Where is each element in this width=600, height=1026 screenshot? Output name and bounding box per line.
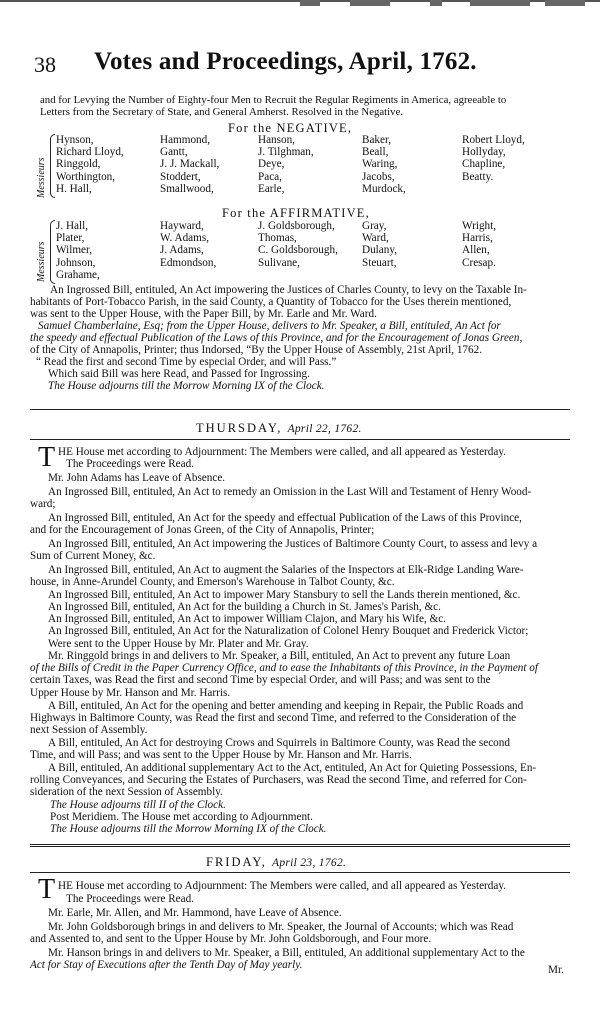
voter-name: Earle,	[258, 182, 285, 195]
voter-name: Beall,	[362, 146, 389, 159]
voter-name: Dulany,	[362, 244, 398, 257]
negative-column-4	[362, 134, 406, 195]
paragraph-line: An Ingrossed Bill, entituled, An Act to augment the Salaries of the Inspectors at Elk-Ridge Landing Ware-	[48, 564, 524, 576]
paragraph-line: Were sent to the Upper House by Mr. Plater and Mr. Gray.	[48, 638, 309, 650]
voter-name: Richard Lloyd,	[56, 146, 124, 159]
paragraph-line: Upper House by Mr. Hanson and Mr. Harris.	[30, 687, 231, 699]
thursday-day: THURSDAY,	[196, 421, 283, 435]
paragraph-line: The Proceedings were Read.	[66, 893, 194, 905]
paragraph-line: and for the Encouragement of Jonas Green, of the City of Annapolis, Printer;	[30, 524, 375, 536]
paragraph-line: Samuel Chamberlaine, Esq; from the Upper House, delivers to Mr. Speaker, a Bill, entituled, An Act for	[38, 320, 501, 332]
negative-heading: For the NEGATIVE,	[228, 121, 353, 135]
voter-name: J. J. Mackall,	[160, 158, 220, 171]
intro-line-2: Letters from the Secretary of State, and General Amherst. Resolved in the Negative.	[40, 106, 404, 118]
paragraph-line: “ Read the first and second Time by especial Order, and will Pass.”	[36, 356, 337, 368]
affirmative-column-1	[56, 220, 100, 281]
adjournment-line: The House adjourns till the Morrow Morning IX of the Clock.	[50, 823, 327, 835]
friday-drop-cap: T	[38, 874, 56, 905]
paragraph-line: Which said Bill was here Read, and Passed for Ingrossing.	[48, 368, 310, 380]
voter-name: Johnson,	[56, 256, 96, 269]
paragraph-line: An Ingrossed Bill, entituled, An Act for the Naturalization of Colonel Henry Bouquet and Frederick Victor;	[48, 625, 529, 637]
thursday-heading	[196, 421, 362, 436]
voter-name: Sulivane,	[258, 256, 300, 269]
paragraph-line: next Session of Assembly.	[30, 724, 148, 736]
paragraph-line: sideration of the next Session of Assembly.	[30, 786, 223, 798]
paragraph-line: An Ingrossed Bill, entituled, An Act to impower William Clajon, and Mary his Wife, &c.	[48, 613, 446, 625]
paragraph-line: An Ingrossed Bill, entituled, An Act for the building a Church in St. James's Parish, &c.	[48, 601, 441, 613]
paragraph-line: Time, and will Pass; and was sent to the Upper House by Mr. Hanson and Mr. Harris.	[30, 749, 412, 761]
negative-column-2	[160, 134, 219, 195]
affirmative-messieurs-label: Messieurs	[36, 241, 47, 282]
voter-name: Edmondson,	[160, 256, 217, 269]
paragraph-line: and Assented to, and sent to the Upper House by Mr. John Goldsborough, and Four more.	[30, 933, 432, 945]
paragraph-line: Mr. John Goldsborough brings in and delivers to Mr. Speaker, the Journal of Accounts; which was Read	[48, 921, 514, 933]
affirmative-column-5	[462, 220, 496, 269]
paragraph-line: was sent to the Upper House, with the Paper Bill, by Mr. Earle and Mr. Ward.	[30, 308, 377, 320]
thursday-date: April 22, 1762.	[287, 423, 362, 435]
voter-name: Ward,	[362, 232, 389, 245]
page-header	[34, 48, 574, 82]
voter-name: Hanson,	[258, 134, 295, 146]
voter-name: Gray,	[362, 220, 387, 232]
paragraph-line: ward;	[30, 498, 56, 510]
voter-name: Worthington,	[56, 170, 116, 183]
voter-name: Allen,	[462, 244, 490, 257]
paragraph-line: certain Taxes, was Read the first and second Time by especial Order, and will Pass; and was sent to the	[30, 674, 491, 686]
paragraph-line: rolling Conveyances, and Securing the Estates of Purchasers, was Read the second Time, and referred for Con-	[30, 774, 527, 786]
voter-name: Paca,	[258, 170, 282, 183]
voter-name: Deye,	[258, 158, 285, 171]
thursday-drop-cap: T	[38, 442, 56, 473]
voter-name: Harris,	[462, 232, 493, 245]
adjournment-line: Post Meridiem. The House met according to Adjournment.	[50, 811, 313, 823]
paragraph-line: of the City of Annapolis, Printer; thus Indorsed, “By the Upper House of Assembly, 21st April, 1762.	[30, 344, 483, 356]
voter-name: Steuart,	[362, 256, 397, 269]
voter-name: Smallwood,	[160, 182, 214, 195]
voter-name: Baker,	[362, 134, 392, 146]
intro-line-1: and for Levying the Number of Eighty-four Men to Recruit the Regular Regiments in America, agreeable to	[40, 94, 507, 106]
paragraph-line: Sum of Current Money, &c.	[30, 550, 156, 562]
voter-name: Thomas,	[258, 232, 297, 245]
paragraph-line: the speedy and effectual Publication of the Laws of this Province, and for the Encouragement of Jonas Green,	[30, 332, 523, 344]
affirmative-column-4	[362, 220, 397, 269]
paragraph-line: A Bill, entituled, An additional supplementary Act to the Act, entituled, An Act for Quieting Possessions, En-	[48, 762, 537, 774]
adjournment-line: The House adjourns till II of the Clock.	[50, 799, 226, 811]
voter-name: Cresap.	[462, 256, 496, 269]
voter-name: W. Adams,	[160, 232, 209, 245]
voter-name: Hollyday,	[462, 146, 506, 159]
negative-messieurs-label: Messieurs	[36, 157, 47, 198]
section-rule	[30, 439, 570, 440]
paragraph-line: The Proceedings were Read.	[66, 458, 194, 470]
voter-name: Hayward,	[160, 220, 204, 232]
affirmative-column-2	[160, 220, 216, 269]
voter-name: J. Hall,	[56, 220, 89, 232]
voter-name: Jacobs,	[362, 170, 395, 183]
paragraph-line: habitants of Port-Tobacco Parish, in the said County, a Quantity of Tobacco for the Uses therein mentioned,	[30, 296, 512, 308]
page-number: 38	[34, 52, 56, 77]
paragraph-line: Highways in Baltimore County, was Read the first and second Time, and referred to the Consideration of the	[30, 712, 517, 724]
affirmative-brace	[50, 220, 55, 284]
voter-name: Robert Lloyd,	[462, 134, 525, 146]
voter-name: Gantt,	[160, 146, 188, 159]
negative-column-3	[258, 134, 314, 195]
paragraph-line: Mr. Hanson brings in and delivers to Mr. Speaker, a Bill, entituled, An additional supplementary Act to the	[48, 947, 525, 959]
negative-column-1	[56, 134, 124, 195]
paragraph-line: An Ingrossed Bill, entituled, An Act impowering the Justices of Charles County, to levy on the Taxable In-	[50, 284, 527, 296]
paragraph-line: A Bill, entituled, An Act for destroying Crows and Squirrels in Baltimore County, was Read the second	[48, 737, 510, 749]
voter-name: Hammond,	[160, 134, 211, 146]
section-rule	[30, 409, 570, 410]
paragraph-line: HE House met according to Adjournment: The Members were called, and all appeared as Yesterday.	[58, 880, 506, 892]
voter-name: Hynson,	[56, 134, 94, 146]
voter-name: Ringgold,	[56, 158, 101, 171]
paragraph-line: Mr. Ringgold brings in and delivers to Mr. Speaker, a Bill, entituled, An Act to prevent any future Loan	[48, 650, 511, 662]
paragraph-line: An Ingrossed Bill, entituled, An Act to remedy an Omission in the Last Will and Testament of Henry Wood-	[48, 486, 532, 498]
voter-name: Grahame,	[56, 268, 100, 281]
voter-name: Plater,	[56, 232, 85, 245]
affirmative-heading: For the AFFIRMATIVE,	[222, 206, 370, 220]
section-rule	[30, 872, 570, 873]
voter-name: Waring,	[362, 158, 398, 171]
friday-date: April 23, 1762.	[272, 857, 347, 869]
page-title: Votes and Proceedings, April, 1762.	[94, 48, 477, 75]
voter-name: Chapline,	[462, 158, 506, 171]
catchword: Mr.	[548, 964, 564, 976]
voter-name: Beatty.	[462, 170, 494, 183]
paragraph-line: An Ingrossed Bill, entituled, An Act for the speedy and effectual Publication of the Laws of this Province,	[48, 512, 522, 524]
negative-brace	[50, 134, 55, 198]
voter-name: Murdock,	[362, 182, 406, 195]
paragraph-line: of the Bills of Credit in the Paper Currency Office, and to ease the Inhabitants of this Province, in the Payment of	[30, 662, 539, 674]
voter-name: J. Adams,	[160, 244, 204, 257]
paragraph-line: Act for Stay of Executions after the Tenth Day of May yearly.	[30, 959, 303, 971]
section-rule	[30, 844, 570, 847]
voter-name: J. Tilghman,	[258, 146, 314, 159]
paragraph-line: Mr. John Adams has Leave of Absence.	[48, 472, 226, 484]
friday-heading	[206, 855, 346, 870]
voter-name: J. Goldsborough,	[258, 220, 335, 232]
adjournment-line: The House adjourns till the Morrow Morning IX of the Clock.	[48, 380, 325, 392]
paragraph-line: HE House met according to Adjournment: The Members were called, and all appeared as Yesterday.	[58, 446, 506, 458]
negative-column-5	[462, 134, 525, 183]
affirmative-column-3	[258, 220, 338, 269]
paragraph-line: An Ingrossed Bill, entituled, An Act impowering the Justices of Baltimore County Court, to assess and levy a	[48, 538, 538, 550]
paragraph-line: A Bill, entituled, An Act for the opening and better amending and keeping in Repair, the Public Roads and	[48, 700, 524, 712]
paragraph-line: house, in Anne-Arundel County, and Emerson's Warehouse in Talbot County, &c.	[30, 576, 395, 588]
voter-name: C. Goldsborough,	[258, 244, 338, 257]
paragraph-line: Mr. Earle, Mr. Allen, and Mr. Hammond, have Leave of Absence.	[48, 907, 342, 919]
paragraph-line: An Ingrossed Bill, entituled, An Act to impower Mary Stansbury to sell the Lands therein mentioned, &c.	[48, 589, 521, 601]
voter-name: Wright,	[462, 220, 497, 232]
voter-name: Stoddert,	[160, 170, 201, 183]
voter-name: H. Hall,	[56, 182, 92, 195]
friday-day: FRIDAY,	[206, 855, 267, 869]
voter-name: Wilmer,	[56, 244, 93, 257]
top-edge-decoration	[0, 0, 600, 10]
